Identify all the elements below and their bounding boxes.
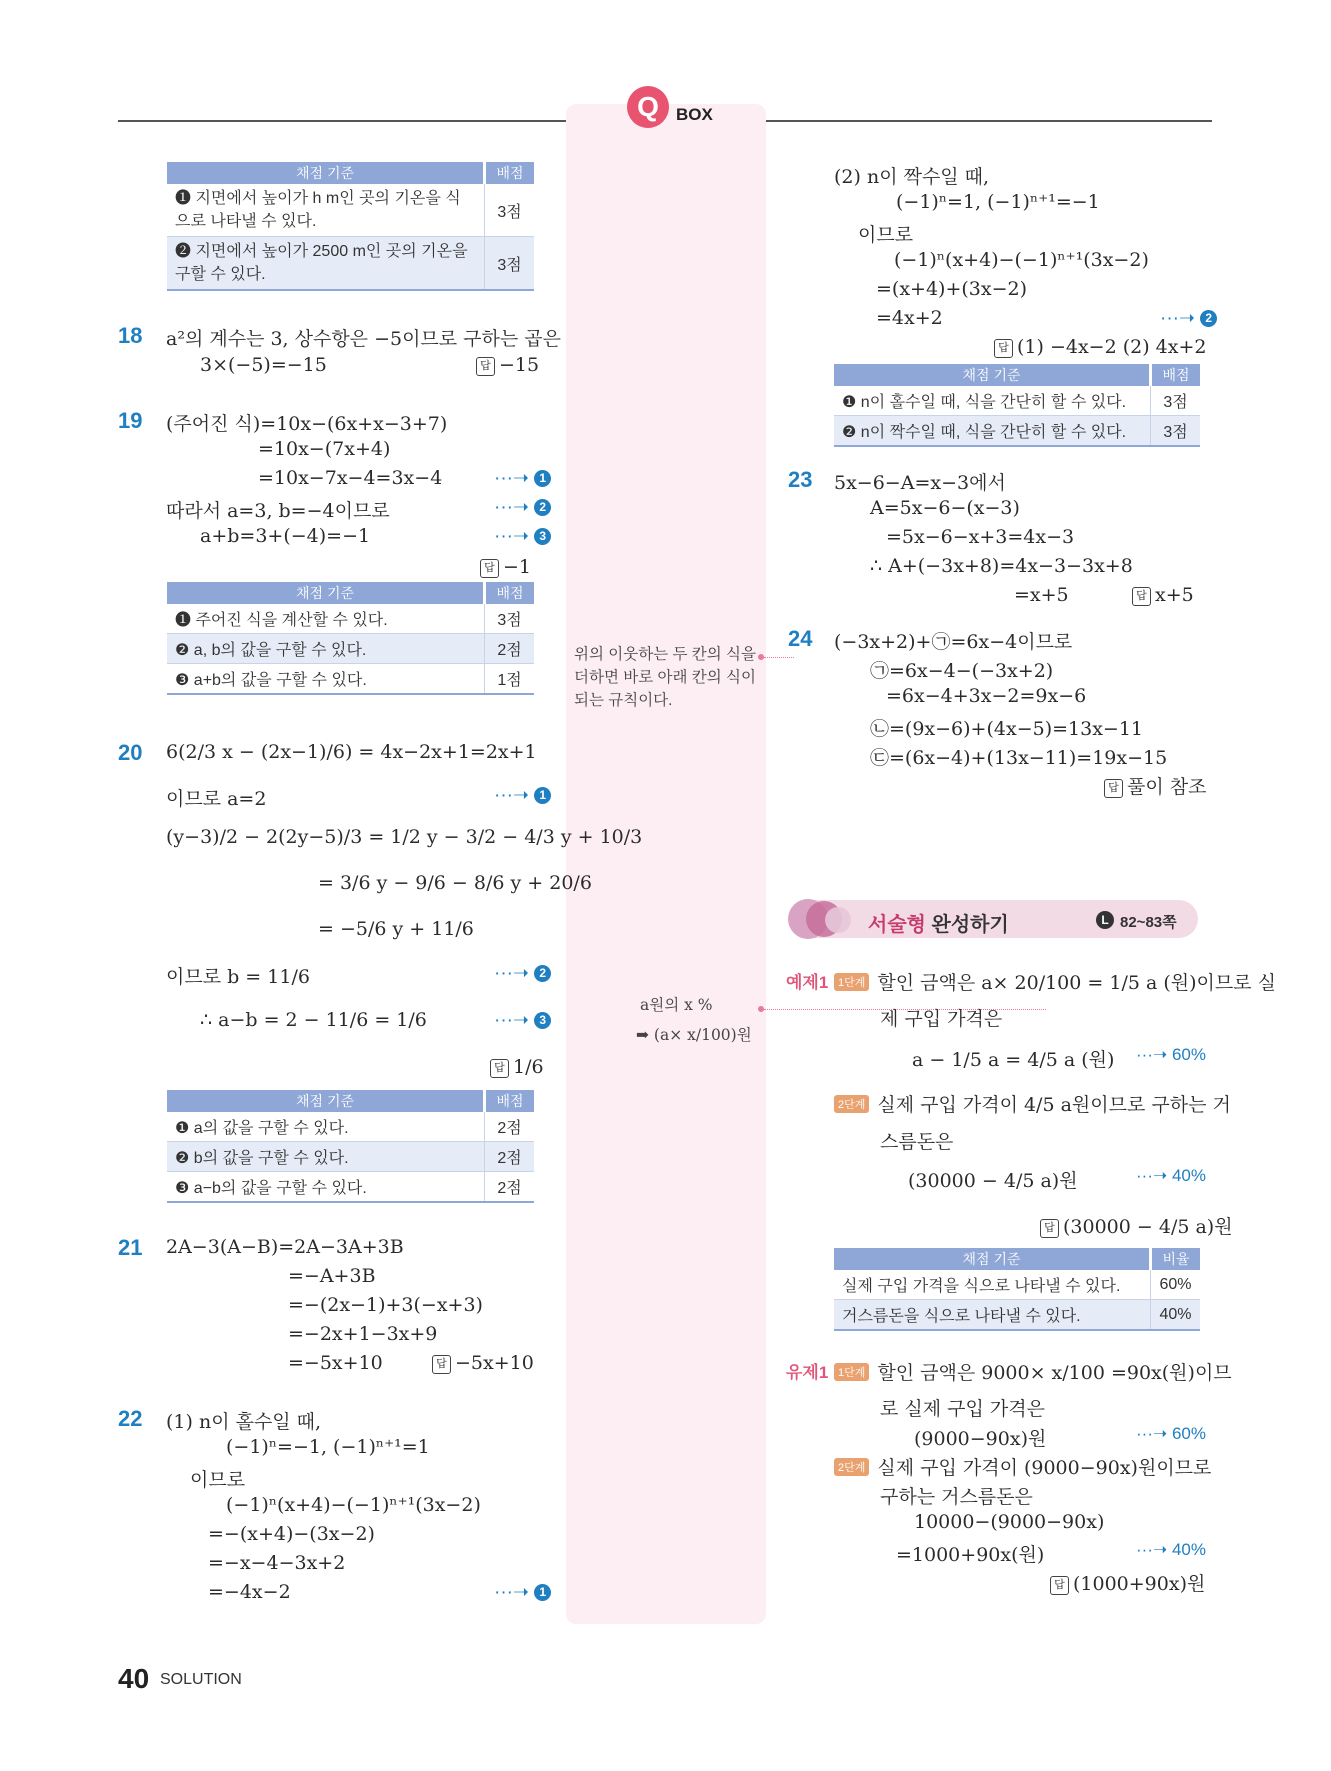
solution-line: =−x−4−3x+2	[208, 1552, 346, 1574]
problem-number: 22	[118, 1406, 143, 1431]
answer: 답 (1000+90x)원	[1050, 1569, 1205, 1596]
solution-line: (−1)ⁿ(x+4)−(−1)ⁿ⁺¹(3x−2)	[226, 1494, 481, 1516]
solution-line: (−1)ⁿ=1, (−1)ⁿ⁺¹=−1	[896, 191, 1100, 213]
table-cell: 3점	[485, 237, 535, 291]
answer-icon: 답	[1132, 587, 1151, 606]
solution-line: = −5/6 y + 11/6	[318, 918, 474, 940]
criteria-table-19: 채점 기준 배점 ❶ 주어진 식을 계산할 수 있다. 3점 ❷ a, b의 값을 구할 수 있다. 2점 ❸ a+b의 값을 구할 수 있다. 1점	[167, 582, 534, 695]
exercise-tag: 유제1	[786, 1363, 829, 1382]
problem-number: 18	[118, 323, 143, 348]
banner-title: 서술형 완성하기	[868, 914, 1009, 936]
answer: 답 1/6	[490, 1056, 544, 1078]
example-tag: 예제1	[786, 973, 829, 992]
solution-line: ∴ a−b = 2 − 11/6 = 1/6	[200, 1009, 427, 1031]
solution-line: =−A+3B	[288, 1265, 376, 1287]
step-badge: 1단계	[834, 973, 869, 991]
percent-marker: ···➝ 40%	[1136, 1166, 1206, 1185]
solution-line: =−2x+1−3x+9	[288, 1323, 438, 1345]
step-marker-2: ···➝ 2	[494, 496, 551, 519]
solution-line: 이므로 a=2	[166, 788, 267, 810]
page-number: 40	[118, 1663, 150, 1694]
solution-line: =−4x−2	[208, 1581, 291, 1603]
solution-line: 10000−(9000−90x)	[914, 1511, 1105, 1533]
qbox-note-1: 위의 이웃하는 두 칸의 식을 더하면 바로 아래 칸의 식이 되는 규칙이다.	[574, 646, 756, 709]
answer-icon: 답	[490, 1059, 509, 1078]
solution-line: =x+5	[1014, 584, 1069, 606]
solution-line: 2A−3(A−B)=2A−3A+3B	[166, 1236, 404, 1258]
step-badge: 2단계	[834, 1458, 869, 1476]
solution-line: 5x−6−A=x−3에서	[834, 472, 1006, 494]
page-ref: 82~83쪽	[1120, 914, 1177, 931]
problem-number: 23	[788, 467, 813, 492]
answer: 답 (30000 − 4/5 a)원	[1040, 1212, 1233, 1239]
solution-line: 이므로	[190, 1469, 246, 1491]
problem-number: 24	[788, 626, 813, 651]
table-header: 채점 기준	[167, 162, 485, 184]
answer-icon: 답	[994, 339, 1013, 358]
solution-line: A=5x−6−(x−3)	[870, 497, 1020, 519]
solution-line: 1단계 할인 금액은 a× 20/100 = 1/5 a (원)이므로 실	[834, 968, 1276, 995]
qbox-column	[566, 104, 766, 1624]
solution-line: 2단계 실제 구입 가격이 4/5 a원이므로 구하는 거	[834, 1090, 1231, 1117]
solution-line: (9000−90x)원	[914, 1428, 1047, 1450]
step-marker-1: ···➝ 1	[494, 467, 551, 490]
qbox-logo: Q	[627, 86, 669, 128]
solution-line: 제 구입 가격은	[880, 1008, 1003, 1030]
solution-line: =−5x+10	[288, 1352, 383, 1374]
qbox-label: BOX	[676, 105, 713, 124]
answer-icon: 답	[1040, 1219, 1059, 1238]
criteria-table-ex1: 채점 기준 비율 실제 구입 가격을 식으로 나타낼 수 있다. 60% 거스름돈을 식으로 나타낼 수 있다. 40%	[834, 1248, 1200, 1331]
step-marker-1: ···➝ 1	[494, 784, 551, 807]
percent-marker: ···➝ 60%	[1136, 1424, 1206, 1443]
solution-line: =10x−(7x+4)	[258, 438, 391, 460]
solution-line: (y−3)/2 − 2(2y−5)/3 = 1/2 y − 3/2 − 4/3 y + 10/3	[166, 826, 643, 848]
answer: 답 (1) −4x−2 (2) 4x+2	[994, 336, 1207, 358]
solution-line: 2단계 실제 구입 가격이 (9000−90x)원이므로	[834, 1453, 1211, 1480]
answer-icon: 답	[432, 1355, 451, 1374]
solution-line: =4x+2	[876, 307, 943, 329]
solution-line: 구하는 거스름돈은	[880, 1486, 1033, 1508]
solution-line: = 3/6 y − 9/6 − 8/6 y + 20/6	[318, 872, 592, 894]
solution-line: (1) n이 홀수일 때,	[166, 1411, 322, 1433]
answer: 답 −5x+10	[432, 1352, 534, 1374]
step-marker-2: ···➝ 2	[1160, 307, 1217, 330]
solution-line: =−(2x−1)+3(−x+3)	[288, 1294, 483, 1316]
step-marker-3: ···➝ 3	[494, 525, 551, 548]
solution-line: =−(x+4)−(3x−2)	[208, 1523, 375, 1545]
answer-icon: 답	[480, 559, 499, 578]
solution-line: =5x−6−x+3=4x−3	[886, 526, 1075, 548]
criteria-table-17	[167, 162, 534, 291]
solution-line: 이므로	[858, 224, 914, 246]
solution-line: ∴ A+(−3x+8)=4x−3−3x+8	[870, 555, 1133, 577]
solution-line: a − 1/5 a = 4/5 a (원)	[912, 1049, 1115, 1071]
step-marker-1: ···➝ 1	[494, 1581, 551, 1604]
solution-line: ㉠=6x−4−(−3x+2)	[870, 660, 1054, 682]
step-badge: 2단계	[834, 1095, 869, 1113]
criteria-table-22: 채점 기준 배점 ❶ n이 홀수일 때, 식을 간단히 할 수 있다. 3점 ❷ n이 짝수일 때, 식을 간단히 할 수 있다. 3점	[834, 364, 1200, 447]
solution-line: (−3x+2)+㉠=6x−4이므로	[834, 631, 1073, 653]
footer-label: SOLUTION	[160, 1671, 242, 1688]
solution-line: (2) n이 짝수일 때,	[834, 166, 990, 188]
solution-line: =10x−7x−4=3x−4	[258, 467, 443, 489]
banner-circles-icon	[786, 894, 856, 944]
percent-marker: ···➝ 40%	[1136, 1540, 1206, 1559]
step-badge: 1단계	[834, 1363, 869, 1381]
solution-line: ㉡=(9x−6)+(4x−5)=13x−11	[870, 718, 1144, 740]
table-header: 배점	[485, 162, 535, 184]
answer: 답 풀이 참조	[1104, 772, 1206, 799]
step-marker-3: ···➝ 3	[494, 1009, 551, 1032]
answer: 답 x+5	[1132, 584, 1194, 606]
problem-number: 21	[118, 1235, 143, 1260]
answer: 답 −15	[476, 354, 539, 376]
qbox-note-2b: ➡ (a× x/100)원	[636, 1026, 752, 1044]
answer-icon: 답	[1050, 1576, 1069, 1595]
step-marker-2: ···➝ 2	[494, 962, 551, 985]
answer: 답 −1	[480, 556, 531, 578]
solution-line: =6x−4+3x−2=9x−6	[886, 685, 1087, 707]
answer-icon: 답	[1104, 779, 1123, 798]
solution-line: a+b=3+(−4)=−1	[200, 525, 371, 547]
solution-line: (−1)ⁿ=−1, (−1)ⁿ⁺¹=1	[226, 1436, 430, 1458]
solution-line: a²의 계수는 3, 상수항은 −5이므로 구하는 곱은	[166, 328, 561, 350]
criteria-table-20: 채점 기준 배점 ❶ a의 값을 구할 수 있다. 2점 ❷ b의 값을 구할 수 있다. 2점 ❸ a−b의 값을 구할 수 있다. 2점	[167, 1090, 534, 1203]
solution-line: 스름돈은	[880, 1131, 954, 1153]
page-ref-icon: L	[1096, 911, 1114, 929]
table-cell: ❷ 지면에서 높이가 2500 m인 곳의 기온을 구할 수 있다.	[167, 237, 485, 291]
solution-line: 6(2/3 x − (2x−1)/6) = 4x−2x+1=2x+1	[166, 741, 537, 763]
solution-line: =(x+4)+(3x−2)	[876, 278, 1028, 300]
solution-line: 1단계 할인 금액은 9000× x/100 =90x(원)이므	[834, 1358, 1232, 1385]
table-cell: 3점	[485, 184, 535, 237]
problem-number: 19	[118, 408, 143, 433]
percent-marker: ···➝ 60%	[1136, 1045, 1206, 1064]
solution-line: (−1)ⁿ(x+4)−(−1)ⁿ⁺¹(3x−2)	[894, 249, 1149, 271]
answer-icon: 답	[476, 357, 495, 376]
solution-line: 따라서 a=3, b=−4이므로	[166, 500, 390, 522]
solution-line: (30000 − 4/5 a)원	[908, 1170, 1078, 1192]
problem-number: 20	[118, 740, 143, 765]
solution-line: 이므로 b = 11/6	[166, 966, 310, 988]
solution-line: (주어진 식)=10x−(6x+x−3+7)	[166, 413, 448, 435]
qbox-note-2a: a원의 x %	[640, 996, 713, 1014]
solution-line: 3×(−5)=−15	[200, 354, 327, 376]
note-connector-line	[764, 657, 794, 658]
solution-line: 로 실제 구입 가격은	[880, 1398, 1045, 1420]
table-cell: ❶ 지면에서 높이가 h m인 곳의 기온을 식으로 나타낼 수 있다.	[167, 184, 485, 237]
solution-line: =1000+90x(원)	[896, 1544, 1045, 1566]
solution-line: ㉢=(6x−4)+(13x−11)=19x−15	[870, 747, 1168, 769]
